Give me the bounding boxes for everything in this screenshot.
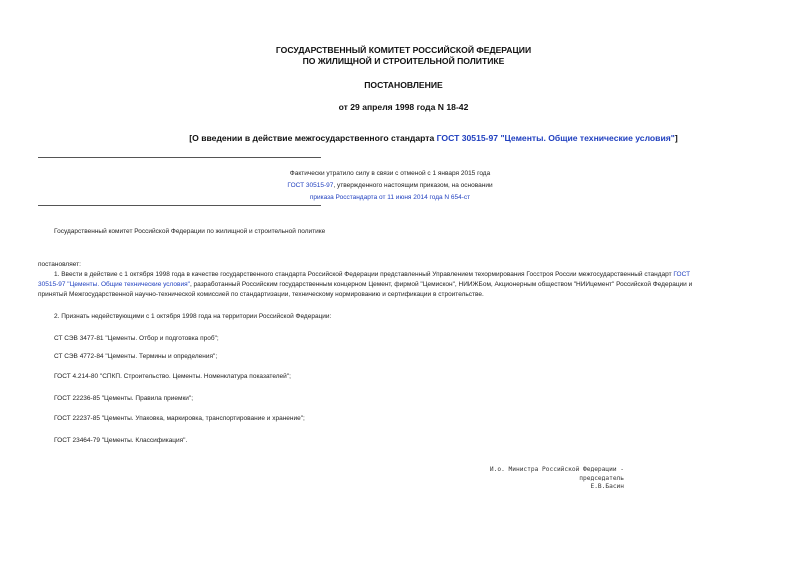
list-item-link[interactable]: ГОСТ 22237-85 "Цементы. Упаковка, маркировка, транспортирование и хранение"; [54, 415, 305, 422]
note-line-2 [200, 180, 580, 192]
signature-line-2: председатель [579, 474, 624, 482]
p1-text-b: , разработанный Российским государственным концерном Цемент, фирмой "Цемискон", НИИЖБом, Акционерным обществом "НИИцемент" Российской Федерации и [189, 281, 693, 288]
doc-date-number: от 29 апреля 1998 года N 18-42 [338, 102, 469, 112]
list-item: СТ СЭВ 3477-81 "Цементы. Отбор и подготовка проб"; [54, 335, 219, 342]
paragraph-1-line-2 [38, 281, 692, 288]
paragraph-1-line-1 [54, 271, 690, 278]
header-line-2: ПО ЖИЛИЩНОЙ И СТРОИТЕЛЬНОЙ ПОЛИТИКЕ [302, 56, 505, 66]
list-item-link[interactable]: ГОСТ 23464-79 "Цементы. Классификация". [54, 437, 188, 444]
p1-text-a: 1. Ввести в действие с 1 октября 1998 года в качестве государственного стандарта Российской Федерации представленный Управлением техормирования Госстроя России межгосударственный стандарт [54, 271, 674, 278]
doc-type: ПОСТАНОВЛЕНИЕ [364, 80, 443, 90]
resolves-paragraph: постановляет: [38, 261, 81, 268]
note-line-1: Фактически утратило силу в связи с отменой с 1 января 2015 года [289, 170, 491, 177]
signature-line-1: И.о. Министра Российской Федерации - [489, 466, 624, 473]
paragraph-1-line-3: принятый Межгосударственной научно-технической комиссией по стандартизации, техническому нормированию и сертификации в строительстве. [38, 291, 484, 298]
divider-top [38, 157, 321, 158]
list-item: ГОСТ 22236-85 "Цементы. Правила приемки"; [54, 395, 194, 402]
header-line-1: ГОСУДАРСТВЕННЫЙ КОМИТЕТ РОССИЙСКОЙ ФЕДЕРАЦИИ [275, 45, 532, 55]
list-item: СТ СЭВ 4772-84 "Цементы. Термины и определения"; [54, 353, 218, 360]
p1-gost-link-a[interactable]: ГОСТ [673, 271, 691, 278]
status-note [200, 168, 580, 204]
paragraph-2: 2. Признать недействующими с 1 октября 1998 года на территории Российской Федерации: [54, 313, 332, 320]
title-standard-link[interactable]: ГОСТ 30515-97 "Цементы. Общие технические условия" [436, 133, 675, 143]
title-prefix: [О введении в действие межгосударственного стандарта [189, 133, 437, 143]
note-gost-link[interactable]: ГОСТ 30515-97 [287, 182, 334, 189]
note-order-link[interactable]: приказа Росстандарта от 11 июня 2014 года N 654-ст [309, 194, 471, 201]
p1-gost-link-b[interactable]: 30515-97 "Цементы. Общие технические условия" [38, 281, 190, 288]
signature-block [420, 466, 624, 492]
signature-line-3: Е.В.Басин [590, 483, 624, 491]
title-suffix: ] [674, 133, 678, 143]
issuer-paragraph: Государственный комитет Российской Федерации по жилищной и строительной политике [54, 228, 326, 235]
list-item: ГОСТ 4.214-80 "СПКП. Строительство. Цементы. Номенклатура показателей"; [54, 373, 291, 380]
divider-bottom [38, 205, 321, 206]
note-line-2-text: , утвержденного настоящим приказом, на основании [333, 182, 493, 189]
header-title [0, 45, 807, 67]
doc-title [60, 133, 807, 143]
